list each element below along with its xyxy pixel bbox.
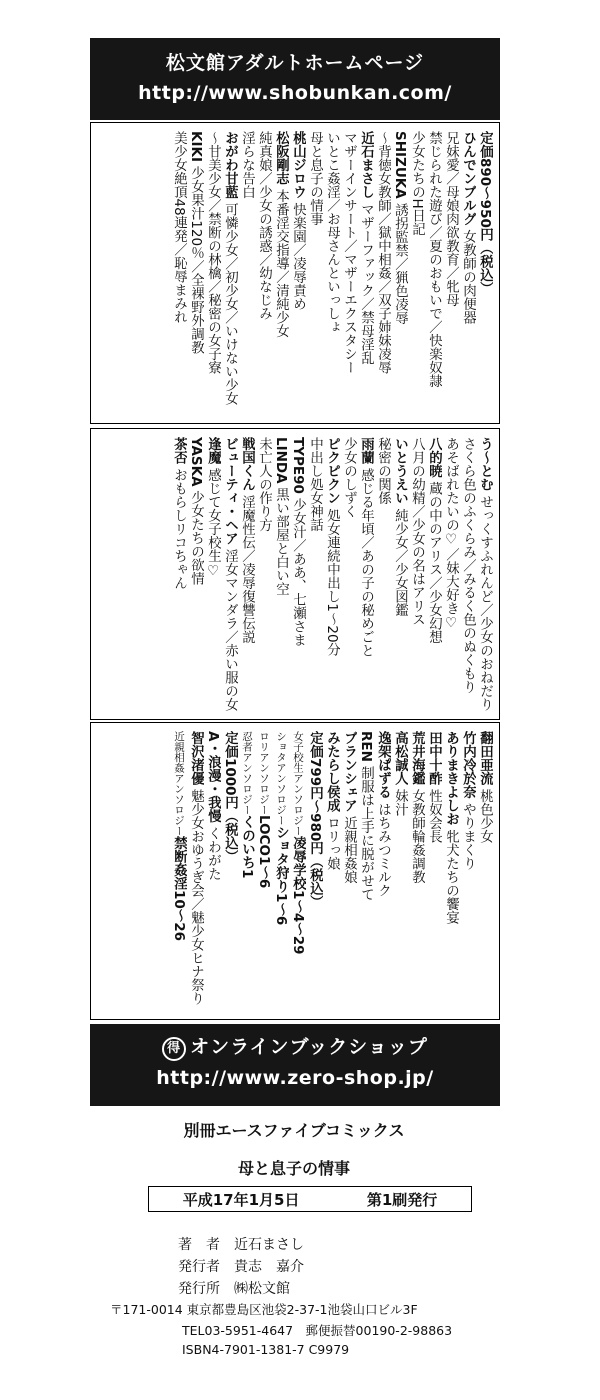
catalog-line [289, 131, 306, 417]
catalog-titles: さくら色のふくらみ／みるく色のぬくもり [460, 437, 476, 694]
catalog-author: 桃山ジロウ [290, 131, 306, 199]
catalog-author: KIKI [188, 131, 204, 162]
catalog-titles: 純少女／少女図鑑 [392, 504, 408, 617]
catalog-line [357, 437, 374, 713]
catalog-titles: 未亡人の作り方 [256, 437, 272, 532]
anthology-title: 禁断姦淫10〜26 [171, 836, 187, 942]
catalog-line [459, 731, 476, 1013]
catalog-author: 竹内冷於奈 [460, 731, 476, 799]
catalog-line [442, 731, 459, 1013]
catalog-line [170, 731, 187, 1013]
catalog-titles: 淫魔性伝／凌辱復讐伝説 [239, 491, 255, 644]
homepage-title: 松文館アダルトホームページ [165, 52, 425, 74]
shop-url[interactable]: http://www.zero-shop.jp/ [156, 1067, 434, 1089]
catalog-line [340, 731, 357, 1013]
anthology-label: 忍者アンソロジー [241, 731, 253, 815]
office-row [90, 1278, 498, 1298]
catalog-line [442, 437, 459, 713]
catalog-titles: 少女たちの欲情 [188, 486, 204, 586]
catalog-author: 翻田亜流 [477, 731, 493, 785]
catalog-line [255, 131, 272, 417]
catalog-titles: 感じて女子校生♡ [205, 464, 221, 579]
catalog-line [459, 437, 476, 713]
catalog-author: 八的暁 [426, 437, 442, 478]
catalog-titles: 淫らな告白 [239, 131, 255, 199]
catalog-line [204, 731, 221, 1013]
author-row [90, 1234, 498, 1254]
catalog-titles: 処女連続中出し1〜20分 [324, 504, 340, 657]
catalog-author: ブランシェア [341, 731, 357, 812]
catalog-author: 松阪剛志 [273, 131, 289, 185]
catalog-line [357, 731, 374, 1013]
catalog-line [238, 731, 255, 1013]
book-title: 母と息子の情事 [237, 1159, 350, 1178]
catalog-line [255, 437, 272, 713]
catalog-titles: 純真娘／少女の誘惑／幼なじみ [256, 131, 272, 320]
catalog-line [323, 131, 340, 417]
catalog-author: う〜とむ [477, 437, 493, 491]
catalog-line [255, 731, 272, 1013]
catalog-titles: 桃色少女 [477, 785, 493, 844]
catalog-line [187, 437, 204, 713]
catalog-author: A・浪漫・我慢 [205, 731, 221, 823]
catalog-author: おがわ甘藍 [222, 131, 238, 199]
catalog-line [170, 131, 187, 417]
catalog-titles: 快楽園／凌辱責め [290, 198, 306, 311]
office-label: 発行所 [178, 1281, 220, 1297]
catalog-panel-3 [90, 722, 500, 1020]
catalog-titles: 少女果汁120％／全裸野外調教 [188, 161, 204, 355]
catalog-author: YASKA [188, 437, 204, 487]
catalog-line [221, 131, 238, 417]
catalog-titles: いとこ姦淫／お母さんといっしょ [324, 131, 340, 334]
catalog-author: 定価1000円（税込） [222, 731, 238, 864]
publisher-label: 発行者 [178, 1259, 220, 1275]
catalog-line [374, 131, 391, 417]
catalog-titles: マザーインサート／マザーエクスタシー [341, 131, 357, 374]
catalog-line [391, 131, 408, 417]
catalog-titles: 中出し処女神話 [307, 437, 323, 532]
catalog-titles: 少女汁／ああ、七瀬さま [290, 493, 306, 647]
catalog-titles: 母と息子の情事 [307, 131, 323, 226]
catalog-line [323, 731, 340, 1013]
catalog-titles: 美少女絶頂48連発／恥辱まみれ [171, 131, 187, 324]
catalog-titles: 蔵の中のアリス／少女幻想 [426, 477, 442, 644]
catalog-titles: 可憐少女／初少女／いけない少女 [222, 198, 238, 406]
catalog-titles: 少女たちのH日記 [409, 131, 425, 236]
address: 〒171-0014 東京都豊島区池袋2-37-1池袋山口ビル3F [110, 1302, 418, 1317]
anthology-label: ロリアンソロジー [258, 731, 270, 815]
catalog-author: 茶否 [171, 437, 187, 464]
catalog-line [374, 731, 391, 1013]
catalog-titles: はちみつミルク [375, 798, 391, 898]
catalog-line [425, 731, 442, 1013]
catalog-line [272, 437, 289, 713]
catalog-panel-1 [90, 122, 500, 424]
catalog-line [289, 437, 306, 713]
catalog-titles: おもらしリコちゃん [171, 464, 187, 590]
catalog-titles: 近親相姦娘 [341, 812, 357, 884]
catalog-titles: 性奴会長 [426, 785, 442, 844]
catalog-author: ビューティ・ヘア [222, 437, 238, 545]
catalog-titles: 〜背徳女教師／獄中相姦／双子姉妹凌辱 [375, 131, 391, 374]
catalog-author: みたらし侯成 [324, 731, 340, 812]
catalog-line [340, 131, 357, 417]
catalog-titles: ロリっ娘 [324, 812, 340, 871]
catalog-titles: 秘密の関係 [375, 437, 391, 505]
publisher-name: 貴志 嘉介 [234, 1259, 304, 1275]
homepage-banner [90, 38, 500, 120]
catalog-titles: 牝犬たちの饗宴 [443, 825, 459, 925]
catalog-line [323, 437, 340, 713]
catalog-titles: やりまくり [460, 798, 476, 871]
catalog-line [238, 437, 255, 713]
catalog-titles: 黒い部屋と白い空 [273, 483, 289, 596]
catalog-titles: 少女のしずく [341, 437, 357, 518]
homepage-url[interactable]: http://www.shobunkan.com/ [138, 82, 452, 104]
catalog-line [459, 131, 476, 417]
anthology-label: 女子校生アンソロジー [292, 731, 304, 836]
toku-badge-icon: 得 [162, 1037, 186, 1061]
catalog-titles: 制服は上手に脱がせて [358, 761, 374, 902]
catalog-titles: 誘拐監禁／猟色凌辱 [392, 198, 408, 325]
catalog-line [187, 731, 204, 1013]
catalog-titles: 淫女マンダラ／赤い服の女 [222, 545, 238, 712]
catalog-line [187, 131, 204, 417]
catalog-author: 田中十酢 [426, 731, 442, 785]
catalog-line [408, 437, 425, 713]
catalog-author: いとうえい [392, 437, 408, 505]
series-name: 別冊エースファイブコミックス [183, 1121, 405, 1140]
catalog-author: ひんでンブルグ [460, 131, 476, 226]
publication-date: 平成17年1月5日 [182, 1190, 300, 1209]
publisher-row [90, 1256, 498, 1276]
catalog-titles: 本番淫交指導／清純少女 [273, 185, 289, 338]
catalog-author: 逸架ぱずる [375, 731, 391, 799]
colophon [90, 1106, 498, 1368]
catalog-line [408, 731, 425, 1013]
catalog-titles: 女教師輪姦調教 [409, 785, 425, 884]
catalog-line [204, 131, 221, 417]
catalog-titles: あそばれたいの♡／妹大好き♡ [443, 437, 459, 631]
catalog-line [306, 131, 323, 417]
catalog-titles: 女教師の肉便器 [460, 225, 476, 325]
catalog-line [272, 731, 289, 1013]
catalog-line [391, 731, 408, 1013]
catalog-author: 高松誠人 [392, 731, 408, 785]
catalog-titles: 八月の幼精／少女の名はアリス [409, 437, 425, 626]
catalog-line [391, 437, 408, 713]
telephone: TEL03-5951-4647 郵便振替00190-2-98863 [182, 1323, 453, 1338]
anthology-label: ショタアンソロジー [275, 731, 287, 826]
catalog-author: 雨蘭 [358, 437, 374, 464]
catalog-line [289, 731, 306, 1013]
catalog-author: TYPE90 [290, 437, 306, 494]
catalog-line [442, 131, 459, 417]
catalog-line [408, 131, 425, 417]
isbn: ISBN4-7901-1381-7 C9979 [182, 1342, 350, 1357]
anthology-title: 凌辱学校1〜4〜29 [290, 836, 306, 955]
catalog-titles: 感じる年頃／あの子の秘めごと [358, 464, 374, 658]
edition: 第1刷発行 [366, 1190, 438, 1209]
author-name: 近石まさし [234, 1237, 304, 1253]
anthology-title: LOCO1〜6 [256, 815, 272, 889]
online-shop-banner [90, 1024, 500, 1106]
catalog-titles: 禁じられた遊び／夏のおもいで／快楽奴隷 [426, 131, 442, 388]
catalog-titles: 妹汁 [392, 785, 408, 817]
catalog-line [238, 131, 255, 417]
catalog-titles: 兄妹愛／母娘肉欲教育／牝母 [443, 131, 459, 307]
catalog-author: 近石まさし [358, 131, 374, 199]
catalog-titles: マザーファック／禁母淫乱 [358, 198, 374, 365]
catalog-line [221, 731, 238, 1013]
catalog-line [476, 131, 493, 417]
catalog-line [425, 131, 442, 417]
anthology-label: 近親相姦アンソロジー [173, 731, 185, 836]
catalog-panel-2 [90, 428, 500, 720]
catalog-line [204, 437, 221, 713]
catalog-author: 逢魔 [205, 437, 221, 464]
catalog-line [306, 437, 323, 713]
catalog-titles: くわがた [205, 822, 221, 881]
catalog-line [170, 437, 187, 713]
catalog-line [425, 437, 442, 713]
office-name: ㈱松文館 [234, 1281, 290, 1297]
catalog-author: 智沢渚優 [188, 731, 204, 785]
catalog-author: REN [358, 731, 374, 762]
publication-date-box [148, 1186, 472, 1212]
catalog-line [221, 437, 238, 713]
catalog-author: 定価799円〜980円（税込） [307, 731, 323, 909]
catalog-line [272, 131, 289, 417]
anthology-title: ショタ狩り1〜6 [273, 825, 289, 926]
shop-title: オンラインブックショップ [190, 1036, 428, 1058]
catalog-author: ピクピクン [324, 437, 340, 505]
catalog-titles: 〜甘美少女／禁断の林檎／秘密の女子寮 [205, 131, 221, 374]
catalog-author: 定価890〜950円（税込） [477, 131, 493, 296]
catalog-author: ありまきよしお [443, 731, 459, 826]
catalog-author: SHIZUKA [392, 131, 408, 199]
catalog-line [306, 731, 323, 1013]
catalog-author: 戦国くん [239, 437, 255, 491]
catalog-titles: 魅少女おゆうぎ会／魅少女ヒナ祭り [188, 785, 204, 1006]
author-label: 著 者 [178, 1237, 220, 1253]
anthology-title: くのいち1 [239, 815, 255, 879]
catalog-author: 荒井海鑑 [409, 731, 425, 785]
catalog-author: LINDA [273, 437, 289, 484]
catalog-titles: せっくすふれんど／少女のおねだり [477, 491, 493, 712]
catalog-line [357, 131, 374, 417]
catalog-line [340, 437, 357, 713]
catalog-line [476, 731, 493, 1013]
catalog-line [374, 437, 391, 713]
catalog-line [476, 437, 493, 713]
